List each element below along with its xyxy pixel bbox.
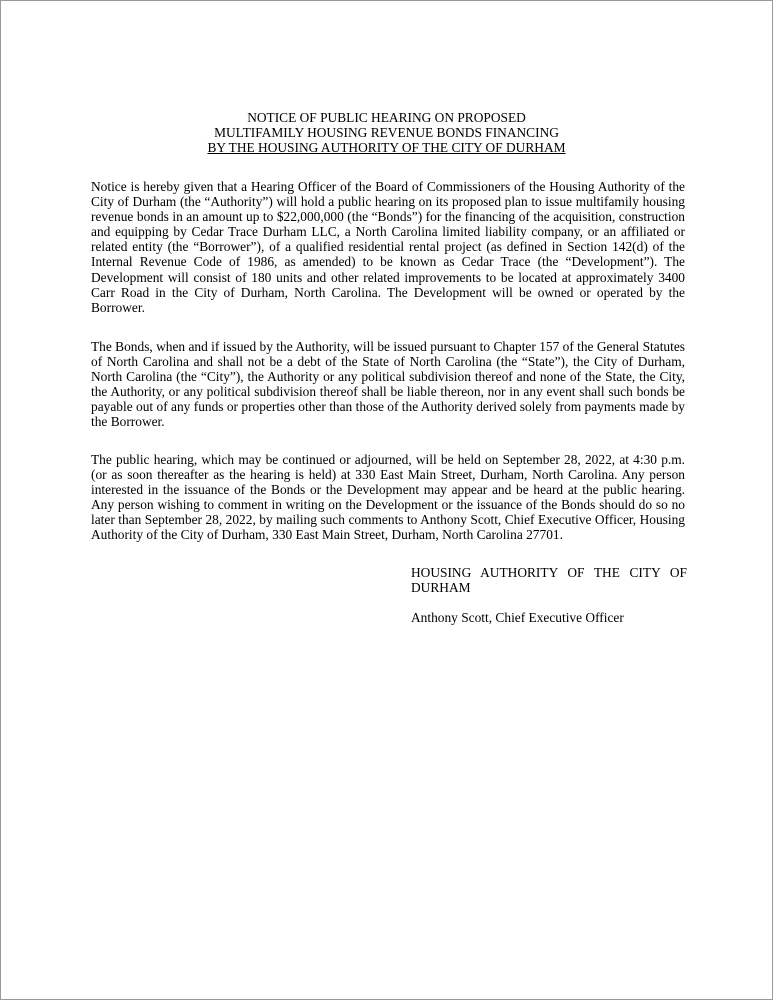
notice-title — [1, 110, 772, 155]
title-line-3: BY THE HOUSING AUTHORITY OF THE CITY OF DURHAM — [207, 140, 566, 155]
paragraph-hearing: The public hearing, which may be continued or adjourned, will be held on September 28, 2022, at 4:30 p.m. (or as soon thereafter as the hearing is held) at 330 East Main Street, Durham, North Carolina. Any person interested in the issuance of the Bonds or the Development may appear and be heard at the public hearing. Any person wishing to comment in writing on the Development or the issuance of the Bonds should do so no later than September 28, 2022, by mailing such comments to Anthony Scott, Chief Executive Officer, Housing Authority of the City of Durham, 330 East Main Street, Durham, North Carolina 27701. — [91, 452, 685, 543]
signature-signer: Anthony Scott, Chief Executive Officer — [411, 610, 624, 626]
signature-organization: HOUSING AUTHORITY OF THE CITY OF DURHAM — [411, 565, 687, 596]
paragraph-bonds: The Bonds, when and if issued by the Authority, will be issued pursuant to Chapter 157 of the General Statutes of North Carolina and shall not be a debt of the State of North Carolina (the “State”), the City of Durham, North Carolina (the “City”), the Authority or any political subdivision thereof and none of the State, the City, the Authority, or any political subdivision thereof shall be liable thereon, nor in any event shall such bonds be payable out of any funds or properties other than those of the Authority derived solely from payments made by the Borrower. — [91, 339, 685, 430]
title-line-2: MULTIFAMILY HOUSING REVENUE BONDS FINANCING — [214, 125, 559, 140]
title-line-1: NOTICE OF PUBLIC HEARING ON PROPOSED — [247, 110, 526, 125]
signature-block — [411, 565, 687, 625]
paragraph-notice: Notice is hereby given that a Hearing Officer of the Board of Commissioners of the Housing Authority of the City of Durham (the “Authority”) will hold a public hearing on its proposed plan to issue multifamily housing revenue bonds in an amount up to $22,000,000 (the “Bonds”) for the financing of the acquisition, construction and equipping by Cedar Trace Durham LLC, a North Carolina limited liability company, or an affiliated or related entity (the “Borrower”), of a qualified residential rental project (as defined in Section 142(d) of the Internal Revenue Code of 1986, as amended) to be known as Cedar Trace (the “Development”). The Development will consist of 180 units and other related improvements to be located at approximately 3400 Carr Road in the City of Durham, North Carolina. The Development will be owned or operated by the Borrower. — [91, 179, 685, 315]
